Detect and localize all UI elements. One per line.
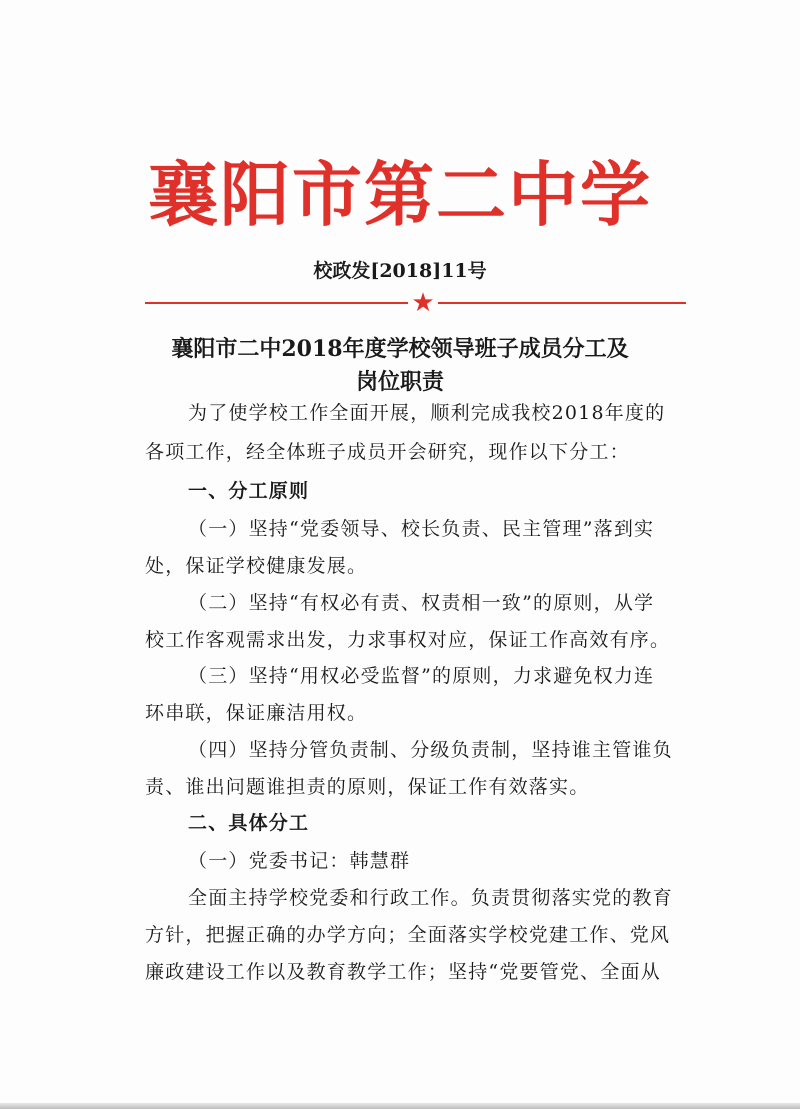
principle-1-line-2: 处，保证学校健康发展。 bbox=[145, 555, 368, 577]
intro-line-2: 各项工作，经全体班子成员开会研究，现作以下分工： bbox=[145, 441, 630, 463]
red-divider-right bbox=[438, 302, 686, 304]
section-heading-principles: 一、分工原则 bbox=[188, 480, 310, 502]
page-bottom-edge bbox=[0, 1103, 800, 1109]
star-icon: ★ bbox=[411, 288, 435, 318]
assignment-1-body-line-2: 方针，把握正确的办学方向；全面落实学校党建工作、党风 bbox=[145, 924, 671, 946]
document-title-line-1: 襄阳市二中2018年度学校领导班子成员分工及 bbox=[171, 336, 629, 362]
red-divider-left bbox=[145, 302, 408, 304]
principle-2-line-1: （二）坚持“有权必有责、权责相一致”的原则，从学 bbox=[188, 592, 655, 614]
section-heading-assignments: 二、具体分工 bbox=[188, 812, 310, 834]
assignment-1-body-line-1: 全面主持学校党委和行政工作。负责贯彻落实党的教育 bbox=[188, 887, 673, 909]
assignment-1-title: （一）党委书记：韩慧群 bbox=[188, 850, 411, 872]
principle-4-line-1: （四）坚持分管负责制、分级负责制，坚持谁主管谁负 bbox=[188, 739, 673, 761]
principle-3-line-1: （三）坚持“用权必受监督”的原则，力求避免权力连 bbox=[188, 665, 655, 687]
principle-4-line-2: 责、谁出问题谁担责的原则，保证工作有效落实。 bbox=[145, 776, 590, 798]
assignment-1-body-line-3: 廉政建设工作以及教育教学工作；坚持“党要管党、全面从 bbox=[145, 961, 661, 983]
principle-1-line-1: （一）坚持“党委领导、校长负责、民主管理”落到实 bbox=[188, 518, 655, 540]
intro-line-1: 为了使学校工作全面开展，顺利完成我校2018年度的 bbox=[188, 402, 666, 424]
document-title-line-2: 岗位职责 bbox=[355, 369, 444, 395]
document-number: 校政发[2018]11号 bbox=[313, 260, 487, 282]
principle-2-line-2: 校工作客观需求出发，力求事权对应，保证工作高效有序。 bbox=[145, 629, 671, 651]
principle-3-line-2: 环串联，保证廉洁用权。 bbox=[145, 702, 368, 724]
masthead-title: 襄阳市第二中学 bbox=[148, 154, 652, 236]
